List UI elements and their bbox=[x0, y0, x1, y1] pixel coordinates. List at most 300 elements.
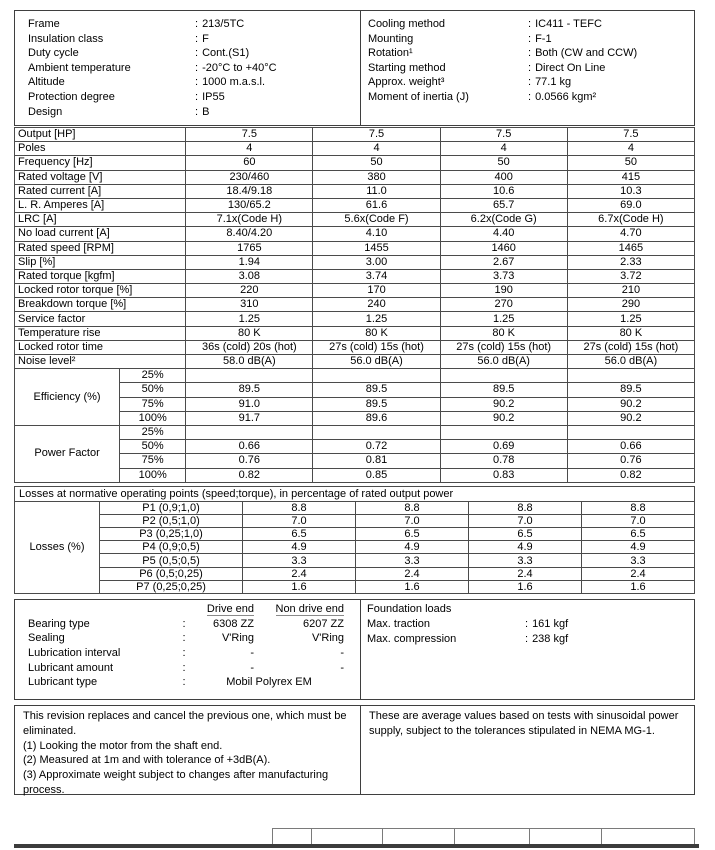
value-cell: 89.5 bbox=[313, 397, 440, 411]
bearing-de-value: - bbox=[250, 647, 254, 660]
value-cell: 7.0 bbox=[243, 514, 356, 527]
bearing-row bbox=[28, 646, 346, 661]
non-drive-end-header-text: Non drive end bbox=[275, 603, 344, 616]
lubricant-type-value: Mobil Polyrex EM bbox=[226, 676, 312, 689]
value-cell: 58.0 dB(A) bbox=[186, 355, 313, 369]
value-cell: 6.2x(Code G) bbox=[440, 213, 567, 227]
value-cell: 1.6 bbox=[356, 580, 469, 593]
spec-label: Moment of inertia (J) bbox=[368, 90, 469, 103]
value-cell: 7.5 bbox=[440, 128, 567, 142]
bearing-table bbox=[28, 602, 346, 690]
value-cell bbox=[567, 369, 694, 383]
value-cell: 3.3 bbox=[469, 554, 582, 567]
spec-row bbox=[28, 90, 360, 105]
losses-row bbox=[15, 554, 695, 567]
bearing-section bbox=[15, 600, 361, 699]
spec-colon: : bbox=[528, 47, 532, 60]
ratings-row bbox=[15, 284, 695, 298]
bearing-row bbox=[28, 617, 346, 632]
value-cell: 91.7 bbox=[186, 411, 313, 425]
bearing-header-row bbox=[28, 602, 346, 617]
load-pct-cell: 50% bbox=[120, 440, 186, 454]
footer-cell-divider bbox=[382, 828, 383, 844]
value-cell: 7.5 bbox=[313, 128, 440, 142]
value-cell: 130/65.2 bbox=[186, 198, 313, 212]
ratings-row bbox=[15, 156, 695, 170]
value-cell: 7.5 bbox=[186, 128, 313, 142]
value-cell: 0.69 bbox=[440, 440, 567, 454]
bearing-label: Lubricant type bbox=[28, 676, 98, 689]
value-cell: 8.8 bbox=[356, 501, 469, 514]
spec-colon: : bbox=[528, 76, 532, 89]
value-cell: 4 bbox=[567, 142, 694, 156]
foundation-value: 238 kgf bbox=[532, 632, 569, 645]
ratings-row bbox=[15, 340, 695, 354]
note-line: This revision replaces and cancel the previous one, which must be eliminated. bbox=[23, 710, 347, 737]
value-cell: 1.25 bbox=[186, 312, 313, 326]
footer-cell-divider bbox=[601, 828, 602, 844]
value-cell: 50 bbox=[567, 156, 694, 170]
value-cell: 1.25 bbox=[567, 312, 694, 326]
row-label: No load current [A] bbox=[15, 227, 186, 241]
loss-point-cell: P3 (0,25;1,0) bbox=[100, 528, 243, 541]
value-cell: 4.70 bbox=[567, 227, 694, 241]
spec-row bbox=[368, 46, 694, 61]
foundation-label: Max. compression bbox=[367, 632, 457, 645]
spec-label: Rotation¹ bbox=[368, 47, 413, 60]
ratings-row bbox=[15, 355, 695, 369]
bearing-nde-value: - bbox=[340, 661, 344, 674]
value-cell bbox=[186, 369, 313, 383]
spec-label: Starting method bbox=[368, 61, 446, 74]
value-cell: 80 K bbox=[567, 326, 694, 340]
value-cell: 170 bbox=[313, 284, 440, 298]
spec-right-column bbox=[361, 11, 694, 125]
value-cell: 0.76 bbox=[567, 454, 694, 468]
value-cell: 27s (cold) 15s (hot) bbox=[440, 340, 567, 354]
footer-cell-divider bbox=[272, 828, 273, 844]
value-cell: 36s (cold) 20s (hot) bbox=[186, 340, 313, 354]
value-cell: 90.2 bbox=[440, 411, 567, 425]
value-cell: 7.0 bbox=[469, 514, 582, 527]
spec-colon: : bbox=[195, 76, 199, 89]
spec-label: Duty cycle bbox=[28, 47, 79, 60]
value-cell: 3.74 bbox=[313, 269, 440, 283]
losses-row bbox=[15, 501, 695, 514]
spec-value: IC411 - TEFC bbox=[535, 18, 602, 30]
load-pct-cell: 100% bbox=[120, 411, 186, 425]
value-cell: 3.3 bbox=[582, 554, 695, 567]
value-cell: 50 bbox=[313, 156, 440, 170]
value-cell: 7.0 bbox=[582, 514, 695, 527]
losses-row bbox=[15, 541, 695, 554]
row-label: Noise level² bbox=[15, 355, 186, 369]
value-cell: 4 bbox=[440, 142, 567, 156]
bearing-row bbox=[28, 675, 346, 690]
value-cell: 0.76 bbox=[186, 454, 313, 468]
value-cell: 0.72 bbox=[313, 440, 440, 454]
spec-row bbox=[28, 46, 360, 61]
value-cell: 2.4 bbox=[356, 567, 469, 580]
spec-colon: : bbox=[195, 47, 199, 60]
value-cell: 7.0 bbox=[356, 514, 469, 527]
ratings-row bbox=[15, 326, 695, 340]
value-cell: 220 bbox=[186, 284, 313, 298]
spec-value: Cont.(S1) bbox=[202, 47, 250, 60]
spec-row bbox=[368, 75, 694, 90]
spec-value: 1000 m.a.s.l. bbox=[202, 76, 266, 89]
loss-point-cell: P5 (0,5;0,5) bbox=[100, 554, 243, 567]
value-cell: 0.66 bbox=[186, 440, 313, 454]
ratings-row bbox=[15, 213, 695, 227]
foundation-row bbox=[367, 632, 694, 647]
ratings-row bbox=[15, 198, 695, 212]
value-cell: 6.5 bbox=[582, 528, 695, 541]
spec-colon: : bbox=[528, 61, 532, 74]
spec-row bbox=[28, 61, 360, 76]
row-label: Rated speed [RPM] bbox=[15, 241, 186, 255]
value-cell bbox=[440, 369, 567, 383]
losses-row bbox=[15, 528, 695, 541]
value-cell: 400 bbox=[440, 170, 567, 184]
spec-row bbox=[28, 32, 360, 47]
value-cell: 1.6 bbox=[582, 580, 695, 593]
value-cell: 2.4 bbox=[582, 567, 695, 580]
value-cell: 1.25 bbox=[440, 312, 567, 326]
value-cell: 27s (cold) 15s (hot) bbox=[313, 340, 440, 354]
losses-row bbox=[15, 580, 695, 593]
foundation-loads-title: Foundation loads bbox=[367, 603, 452, 615]
value-cell: 3.72 bbox=[567, 269, 694, 283]
spec-colon: : bbox=[182, 661, 186, 674]
losses-table bbox=[14, 486, 695, 594]
value-cell: 380 bbox=[313, 170, 440, 184]
losses-group-label: Losses (%) bbox=[15, 501, 100, 593]
value-cell: 8.8 bbox=[243, 501, 356, 514]
drive-end-header-text: Drive end bbox=[206, 603, 254, 616]
spec-colon: : bbox=[525, 632, 529, 645]
spec-row bbox=[28, 105, 360, 120]
foundation-row bbox=[367, 617, 694, 632]
spec-colon: : bbox=[182, 647, 186, 660]
value-cell: 415 bbox=[567, 170, 694, 184]
bearing-label: Sealing bbox=[28, 632, 65, 645]
value-cell: 18.4/9.18 bbox=[186, 184, 313, 198]
value-cell: 0.81 bbox=[313, 454, 440, 468]
value-cell: 10.3 bbox=[567, 184, 694, 198]
row-label: Slip [%] bbox=[15, 255, 186, 269]
value-cell: 56.0 dB(A) bbox=[440, 355, 567, 369]
bearing-label: Lubricant amount bbox=[28, 661, 113, 674]
value-cell: 1.6 bbox=[243, 580, 356, 593]
load-pct-cell: 25% bbox=[120, 369, 186, 383]
value-cell: 2.33 bbox=[567, 255, 694, 269]
spec-row bbox=[28, 75, 360, 90]
value-cell: 4 bbox=[313, 142, 440, 156]
spec-colon: : bbox=[525, 618, 529, 630]
value-cell: 0.82 bbox=[567, 468, 694, 482]
value-cell: 1460 bbox=[440, 241, 567, 255]
spec-colon: : bbox=[182, 617, 186, 630]
value-cell: 8.40/4.20 bbox=[186, 227, 313, 241]
value-cell: 1.94 bbox=[186, 255, 313, 269]
value-cell: 90.2 bbox=[440, 397, 567, 411]
spec-colon: : bbox=[195, 61, 199, 74]
load-pct-cell: 75% bbox=[120, 397, 186, 411]
spec-value: 77.1 kg bbox=[535, 76, 572, 89]
bearing-de-value: 6308 ZZ bbox=[213, 617, 254, 630]
spec-label: Insulation class bbox=[28, 32, 104, 45]
spec-label: Cooling method bbox=[368, 18, 446, 30]
ratings-row bbox=[15, 255, 695, 269]
power-factor-group-label: Power Factor bbox=[15, 425, 120, 482]
bearing-nde-value: 6207 ZZ bbox=[303, 617, 344, 630]
value-cell: 80 K bbox=[313, 326, 440, 340]
value-cell: 89.5 bbox=[186, 383, 313, 397]
value-cell: 1465 bbox=[567, 241, 694, 255]
ratings-row bbox=[15, 142, 695, 156]
value-cell bbox=[440, 425, 567, 439]
footer-cell-divider bbox=[311, 828, 312, 844]
bearing-nde-value: - bbox=[340, 647, 344, 660]
row-label: L. R. Amperes [A] bbox=[15, 198, 186, 212]
load-pct-cell: 25% bbox=[120, 425, 186, 439]
value-cell: 2.4 bbox=[469, 567, 582, 580]
value-cell: 4.10 bbox=[313, 227, 440, 241]
load-pct-cell: 50% bbox=[120, 383, 186, 397]
bearing-de-value: - bbox=[250, 661, 254, 674]
loss-point-cell: P2 (0,5;1,0) bbox=[100, 514, 243, 527]
spec-colon: : bbox=[195, 32, 199, 45]
spec-label: Mounting bbox=[368, 32, 414, 45]
efficiency-section bbox=[15, 369, 695, 426]
ratings-row bbox=[15, 227, 695, 241]
spec-colon: : bbox=[195, 18, 199, 30]
value-cell: 4.40 bbox=[440, 227, 567, 241]
spec-colon: : bbox=[182, 632, 186, 645]
value-cell: 4.9 bbox=[582, 541, 695, 554]
row-label: LRC [A] bbox=[15, 213, 186, 227]
spec-value: Both (CW and CCW) bbox=[535, 47, 638, 60]
value-cell: 2.67 bbox=[440, 255, 567, 269]
efficiency-row bbox=[15, 369, 695, 383]
bearing-label: Lubrication interval bbox=[28, 647, 121, 660]
value-cell: 11.0 bbox=[313, 184, 440, 198]
value-cell: 4.9 bbox=[356, 541, 469, 554]
spec-header-box bbox=[14, 10, 695, 126]
notes-left bbox=[15, 706, 361, 794]
row-label: Temperature rise bbox=[15, 326, 186, 340]
note-line: (3) Approximate weight subject to changes after manufacturing process. bbox=[23, 769, 329, 796]
footer-cell-divider bbox=[454, 828, 455, 844]
value-cell: 3.3 bbox=[356, 554, 469, 567]
value-cell: 2.4 bbox=[243, 567, 356, 580]
non-drive-end-header bbox=[256, 602, 346, 617]
spec-label: Ambient temperature bbox=[28, 61, 131, 74]
ratings-row bbox=[15, 312, 695, 326]
spec-row bbox=[368, 17, 694, 32]
row-label: Rated current [A] bbox=[15, 184, 186, 198]
loss-point-cell: P4 (0,9;0,5) bbox=[100, 541, 243, 554]
notes-box bbox=[14, 705, 695, 795]
value-cell: 190 bbox=[440, 284, 567, 298]
spec-colon: : bbox=[182, 676, 186, 689]
bearing-row bbox=[28, 660, 346, 675]
row-label: Service factor bbox=[15, 312, 186, 326]
spec-value: -20°C to +40°C bbox=[202, 61, 277, 74]
empty-cell bbox=[28, 602, 176, 617]
value-cell: 6.7x(Code H) bbox=[567, 213, 694, 227]
ratings-row bbox=[15, 241, 695, 255]
row-label: Locked rotor torque [%] bbox=[15, 284, 186, 298]
value-cell: 8.8 bbox=[469, 501, 582, 514]
footer-cell-divider bbox=[694, 828, 695, 844]
efficiency-group-label: Efficiency (%) bbox=[15, 369, 120, 426]
value-cell: 1.6 bbox=[469, 580, 582, 593]
spec-value: 213/5TC bbox=[202, 18, 245, 30]
value-cell: 230/460 bbox=[186, 170, 313, 184]
value-cell: 3.00 bbox=[313, 255, 440, 269]
bearing-de-value: V'Ring bbox=[221, 632, 254, 645]
value-cell: 240 bbox=[313, 298, 440, 312]
value-cell: 3.3 bbox=[243, 554, 356, 567]
value-cell: 8.8 bbox=[582, 501, 695, 514]
ratings-table bbox=[14, 127, 695, 483]
value-cell: 0.78 bbox=[440, 454, 567, 468]
value-cell: 89.5 bbox=[567, 383, 694, 397]
value-cell: 0.82 bbox=[186, 468, 313, 482]
loss-point-cell: P7 (0,25;0,25) bbox=[100, 580, 243, 593]
ratings-row bbox=[15, 184, 695, 198]
spec-colon: : bbox=[195, 105, 199, 118]
spec-label: Approx. weight³ bbox=[368, 76, 445, 89]
value-cell: 89.5 bbox=[440, 383, 567, 397]
value-cell: 0.85 bbox=[313, 468, 440, 482]
ratings-row bbox=[15, 269, 695, 283]
footer-cell-divider bbox=[529, 828, 530, 844]
ratings-row bbox=[15, 298, 695, 312]
value-cell: 1765 bbox=[186, 241, 313, 255]
value-cell bbox=[313, 425, 440, 439]
footer-bar bbox=[14, 844, 699, 848]
ratings-row bbox=[15, 128, 695, 142]
value-cell: 80 K bbox=[186, 326, 313, 340]
row-label: Breakdown torque [%] bbox=[15, 298, 186, 312]
drive-end-header bbox=[192, 602, 256, 617]
value-cell: 90.2 bbox=[567, 397, 694, 411]
spec-value: 0.0566 kgm² bbox=[535, 90, 597, 103]
value-cell: 5.6x(Code F) bbox=[313, 213, 440, 227]
value-cell: 89.5 bbox=[313, 383, 440, 397]
note-line: (2) Measured at 1m and with tolerance of +3dB(A). bbox=[23, 754, 271, 767]
bearing-nde-value: V'Ring bbox=[311, 632, 344, 645]
spec-label: Protection degree bbox=[28, 90, 115, 103]
value-cell: 56.0 dB(A) bbox=[567, 355, 694, 369]
spec-value: F-1 bbox=[535, 32, 552, 45]
value-cell: 4.9 bbox=[243, 541, 356, 554]
row-label: Frequency [Hz] bbox=[15, 156, 186, 170]
spec-row bbox=[368, 61, 694, 76]
losses-title-row bbox=[15, 486, 695, 501]
ratings-table-body bbox=[15, 128, 695, 369]
value-cell: 80 K bbox=[440, 326, 567, 340]
bearing-row bbox=[28, 631, 346, 646]
row-label: Locked rotor time bbox=[15, 340, 186, 354]
foundation-label: Max. traction bbox=[367, 618, 430, 630]
value-cell: 3.08 bbox=[186, 269, 313, 283]
spec-colon: : bbox=[195, 90, 199, 103]
row-label: Rated torque [kgfm] bbox=[15, 269, 186, 283]
value-cell: 6.5 bbox=[469, 528, 582, 541]
load-pct-cell: 75% bbox=[120, 454, 186, 468]
row-label: Rated voltage [V] bbox=[15, 170, 186, 184]
load-pct-cell: 100% bbox=[120, 468, 186, 482]
spec-colon: : bbox=[528, 32, 532, 45]
spec-value: IP55 bbox=[202, 90, 225, 103]
power-factor-row bbox=[15, 425, 695, 439]
bearing-foundation-box bbox=[14, 599, 695, 700]
value-cell: 0.83 bbox=[440, 468, 567, 482]
loss-point-cell: P6 (0,5;0,25) bbox=[100, 567, 243, 580]
value-cell: 61.6 bbox=[313, 198, 440, 212]
value-cell: 1.25 bbox=[313, 312, 440, 326]
value-cell: 310 bbox=[186, 298, 313, 312]
value-cell: 1455 bbox=[313, 241, 440, 255]
spec-row bbox=[368, 90, 694, 105]
spec-left-column bbox=[15, 11, 361, 125]
value-cell: 290 bbox=[567, 298, 694, 312]
foundation-value: 161 kgf bbox=[532, 618, 569, 630]
foundation-loads-section bbox=[361, 600, 694, 699]
bearing-label: Bearing type bbox=[28, 617, 90, 630]
spec-value: Direct On Line bbox=[535, 61, 606, 74]
value-cell: 270 bbox=[440, 298, 567, 312]
note-paragraph: These are average values based on tests with sinusoidal power supply, subject to the tolerances stipulated in NEMA MG-1. bbox=[369, 710, 679, 737]
losses-table-body bbox=[15, 486, 695, 593]
row-label: Poles bbox=[15, 142, 186, 156]
power-factor-section bbox=[15, 425, 695, 482]
value-cell: 4 bbox=[186, 142, 313, 156]
value-cell: 90.2 bbox=[567, 411, 694, 425]
value-cell: 7.5 bbox=[567, 128, 694, 142]
value-cell bbox=[186, 425, 313, 439]
footer-line bbox=[272, 828, 695, 829]
value-cell: 3.73 bbox=[440, 269, 567, 283]
empty-cell bbox=[176, 602, 192, 617]
value-cell: 27s (cold) 15s (hot) bbox=[567, 340, 694, 354]
value-cell: 60 bbox=[186, 156, 313, 170]
spec-label: Altitude bbox=[28, 76, 65, 89]
spec-label: Design bbox=[28, 105, 63, 118]
value-cell: 10.6 bbox=[440, 184, 567, 198]
spec-colon: : bbox=[528, 18, 532, 30]
row-label: Output [HP] bbox=[15, 128, 186, 142]
note-line: (1) Looking the motor from the shaft end. bbox=[23, 739, 223, 752]
loss-point-cell: P1 (0,9;1,0) bbox=[100, 501, 243, 514]
value-cell bbox=[567, 425, 694, 439]
spec-row bbox=[28, 17, 360, 32]
value-cell: 56.0 dB(A) bbox=[313, 355, 440, 369]
notes-right bbox=[361, 706, 694, 794]
ratings-row bbox=[15, 170, 695, 184]
spec-row bbox=[368, 32, 694, 47]
spec-value: B bbox=[202, 105, 210, 118]
value-cell: 7.1x(Code H) bbox=[186, 213, 313, 227]
value-cell: 210 bbox=[567, 284, 694, 298]
value-cell: 0.66 bbox=[567, 440, 694, 454]
spec-colon: : bbox=[528, 90, 532, 103]
value-cell: 50 bbox=[440, 156, 567, 170]
